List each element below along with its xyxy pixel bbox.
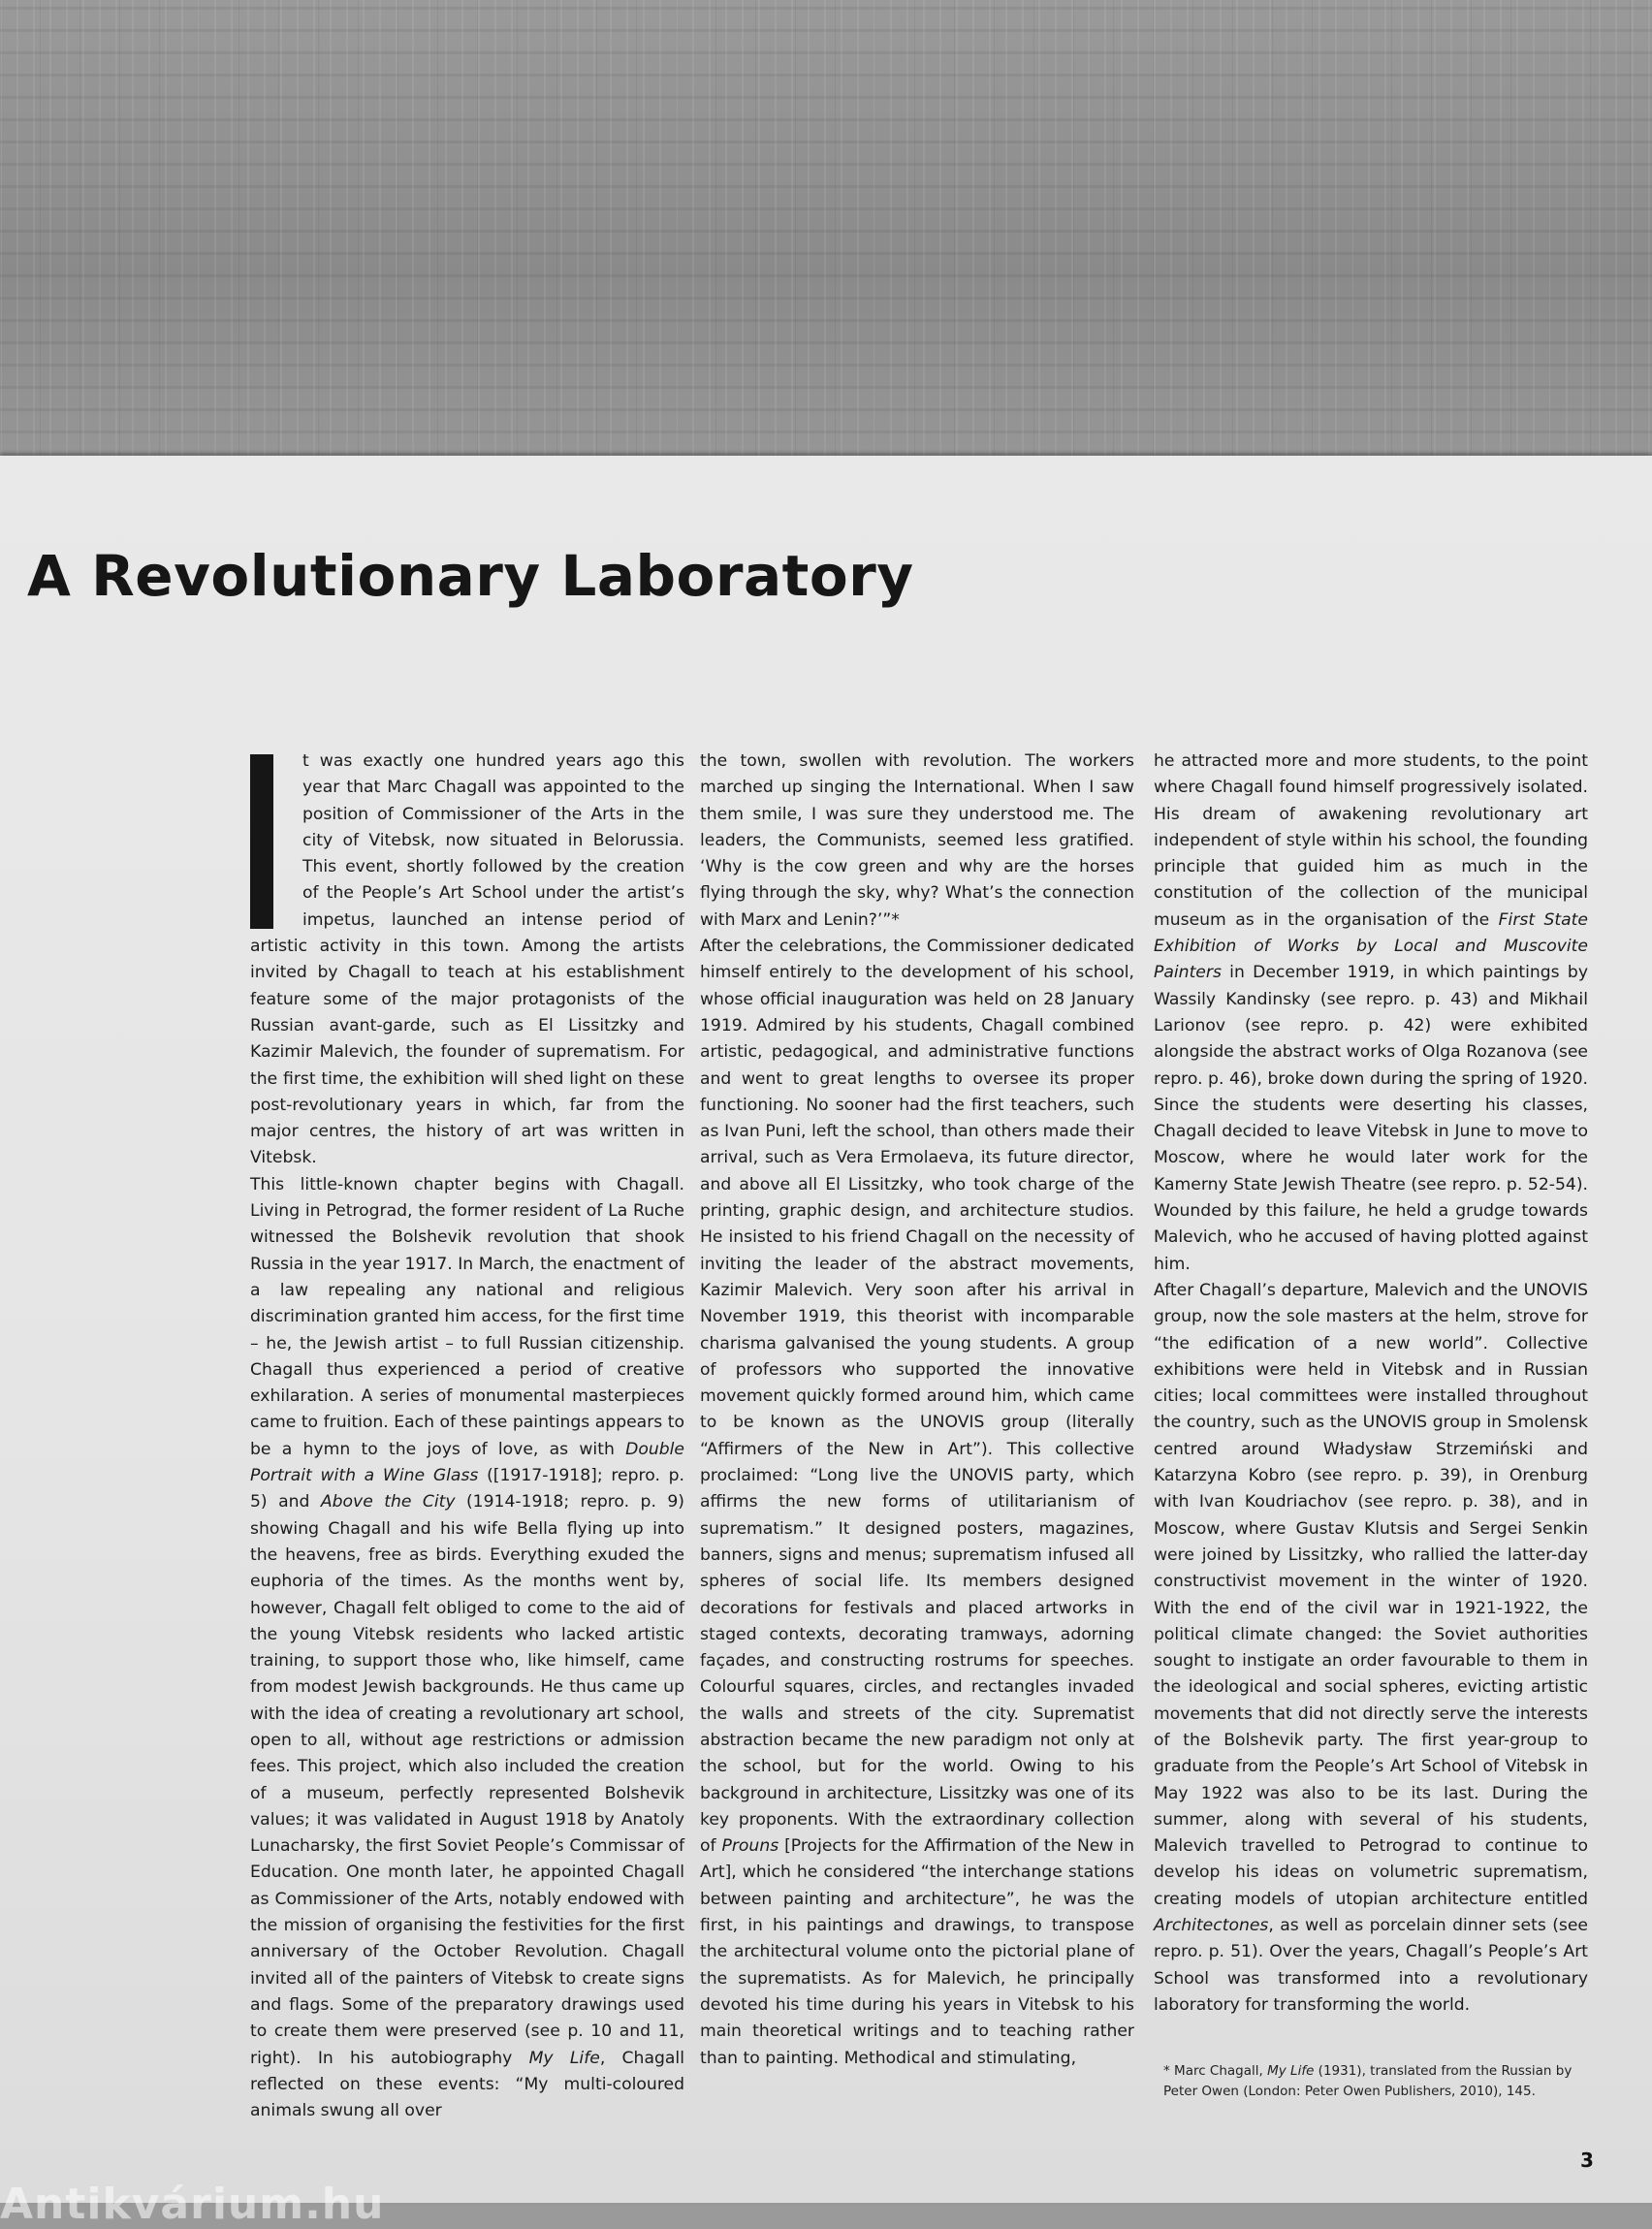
paragraph: After the celebrations, the Commissioner dedicated himself entirely to the development of his school, whose official inauguration was held on 28 January 1919. Admired by his students, Chagall combined artistic, pedagogical, and administrative functions and went to great lengths to oversee its proper functioning. No sooner had the first teachers, such as Ivan Puni, left the school, than others made their arrival, such as Vera Ermolaeva, its future director, and above all El Lissitzky, who took charge of the printing, graphic design, and architecture studios. He insisted to his friend Chagall on the necessity of inviting the leader of the abstract movements, Kazimir Malevich. Very soon after his arrival in November 1919, this theorist with incomparable charisma galvanised the young students. A group of professors who supported the innovative movement quickly formed around him, which came to be known as the UNOVIS group (literally “Affirmers of the New in Art”). This collective proclaimed: “Long live the UNOVIS party, which affirms the new forms of utilitarianism of suprematism.” It designed posters, magazines, banners, signs and menus; suprematism infused all spheres of social life. Its members designed decorations for festivals and placed artworks in staged contexts, decorating tramways, adorning façades, and constructing rostrums for speeches. Colourful squares, circles, and rectangles invaded the walls and streets of the city. Suprematist abstraction became the new paradigm not only at the school, but for the world. Owing to his background in architecture, Lissitzky was one of its key proponents. With the extraordinary collection of Prouns [Projects for the Affirmation of the New in Art], which he considered “the interchange stations between painting and architecture”, he was the first, in his paintings and drawings, to transpose the architectural volume onto the pictorial plane of the suprematists. As for Malevich, he principally devoted his time during his years in Vitebsk to his main theoretical writings and to teaching rather than to painting. Methodical and stimulating, [700,937,1135,2068]
paragraph: he attracted more and more students, to the point where Chagall found himself progressively isolated. His dream of awakening revolutionary art independent of style within his school, the founding principle that guided him as much in the constitution of the collection of the municipal museum as in the organisation of the First State Exhibition of Works by Local and Muscovite Painters in December 1919, in which paintings by Wassily Kandinsky (see repro. p. 43) and Mikhail Larionov (see repro. p. 42) were exhibited alongside the abstract works of Olga Rozanova (see repro. p. 46), broke down during the spring of 1920. Since the students were deserting his classes, Chagall decided to leave Vitebsk in June to move to Moscow, where he would later work for the Kamerny State Jewish Theatre (see repro. p. 52-54). Wounded by this failure, he held a grudge towards Malevich, who he accused of having plotted against him. [1154,751,1588,1274]
paragraph: the town, swollen with revolution. The workers marched up singing the International. When I saw them smile, I was sure they understood me. The leaders, the Communists, seemed less gratified. ‘Why is the cow green and why are the horses flying through the sky, why? What’s the connection with Marx and Lenin?’”* [700,751,1134,930]
paragraph: This little-known chapter begins with Chagall. Living in Petrograd, the former resident of La Ruche witnessed the Bolshevik revolution that shook Russia in the year 1917. In March, the enactment of a law repealing any national and religious discrimination granted him access, for the first time – he, the Jewish artist – to full Russian citizenship. Chagall thus experienced a period of creative exhilaration. A series of monumental masterpieces came to fruition. Each of these paintings appears to be a hymn to the joys of love, as with Double Portrait with a Wine Glass ([1917-1918]; repro. p. 5) and Above the City (1914-1918; repro. p. 9) showing Chagall and his wife Bella flying up into the heavens, free as birds. Everything exuded the euphoria of the times. As the months went by, however, Chagall felt obliged to come to the aid of the young Vitebsk residents who lacked artistic training, to support those who, like himself, came from modest Jewish backgrounds. He thus came up with the idea of creating a revolutionary art school, open to all, without age restrictions or admission fees. This project, which also included the creation of a museum, perfectly represented Bolshevik values; it was validated in August 1918 by Anatoly Lunacharsky, the first Soviet People’s Commissar of Education. One month later, he appointed Chagall as Commissioner of the Arts, notably endowed with the mission of organising the festivities for the first anniversary of the October Revolution. Chagall invited all of the painters of Vitebsk to create signs and flags. Some of the preparatory drawings used to create them were preserved (see p. 10 and 11, right). In his autobiography My Life, Chagall reflected on these events: “My multi-coloured animals swung all over [250,1174,684,2121]
text-column-2 [700,748,1134,2072]
wall-background [0,0,1652,456]
watermark: Antikvárium.hu [0,2180,385,2229]
page-number: 3 [1580,2149,1594,2172]
page-title: A Revolutionary Laboratory [27,543,914,609]
text-column-1 [250,748,684,2124]
footnote: * Marc Chagall, My Life (1931), translated from the Russian by Peter Owen (London: Peter Owen Publishers, 2010), 145. [1163,2063,1573,2099]
paragraph: After Chagall’s departure, Malevich and the UNOVIS group, now the sole masters at the helm, strove for “the edification of a new world”. Collective exhibitions were held in Vitebsk and in Russian cities; local committees were installed throughout the country, such as the UNOVIS group in Smolensk centred around Władysław Strzemiński and Katarzyna Kobro (see repro. p. 39), in Orenburg with Ivan Koudriachov (see repro. p. 38), and in Moscow, where Gustav Klutsis and Sergei Senkin were joined by Lissitzky, who rallied the latter-day constructivist movement in the winter of 1920. With the end of the civil war in 1921-1922, the political climate changed: the Soviet authorities sought to instigate an order favourable to them in the ideological and social spheres, evicting artistic movements that did not directly serve the interests of the Bolshevik party. The first year-group to graduate from the People’s Art School of Vitebsk in May 1922 was also to be its last. During the summer, along with several of his students, Malevich travelled to Petrograd to continue to develop his ideas on volumetric suprematism, creating models of utopian architecture entitled Architectones, as well as porcelain dinner sets (see repro. p. 51). Over the years, Chagall’s People’s Art School was transformed into a revolutionary laboratory for transforming the world. [1154,1280,1588,2015]
text-column-3 [1154,748,1588,2019]
paragraph: t was exactly one hundred years ago this year that Marc Chagall was appointed to the position of Commissioner of the Arts in the city of Vitebsk, now situated in Belorussia. This event, shortly followed by the creation of the People’s Art School under the artist’s impetus, launched an intense period of artistic activity in this town. Among the artists invited by Chagall to teach at his establishment feature some of the major protagonists of the Russian avant-garde, such as El Lissitzky and Kazimir Malevich, the founder of suprematism. For the first time, the exhibition will shed light on these post-revolutionary years in which, far from the major centres, the history of art was written in Vitebsk. [250,751,684,1168]
dropcap [250,754,273,929]
